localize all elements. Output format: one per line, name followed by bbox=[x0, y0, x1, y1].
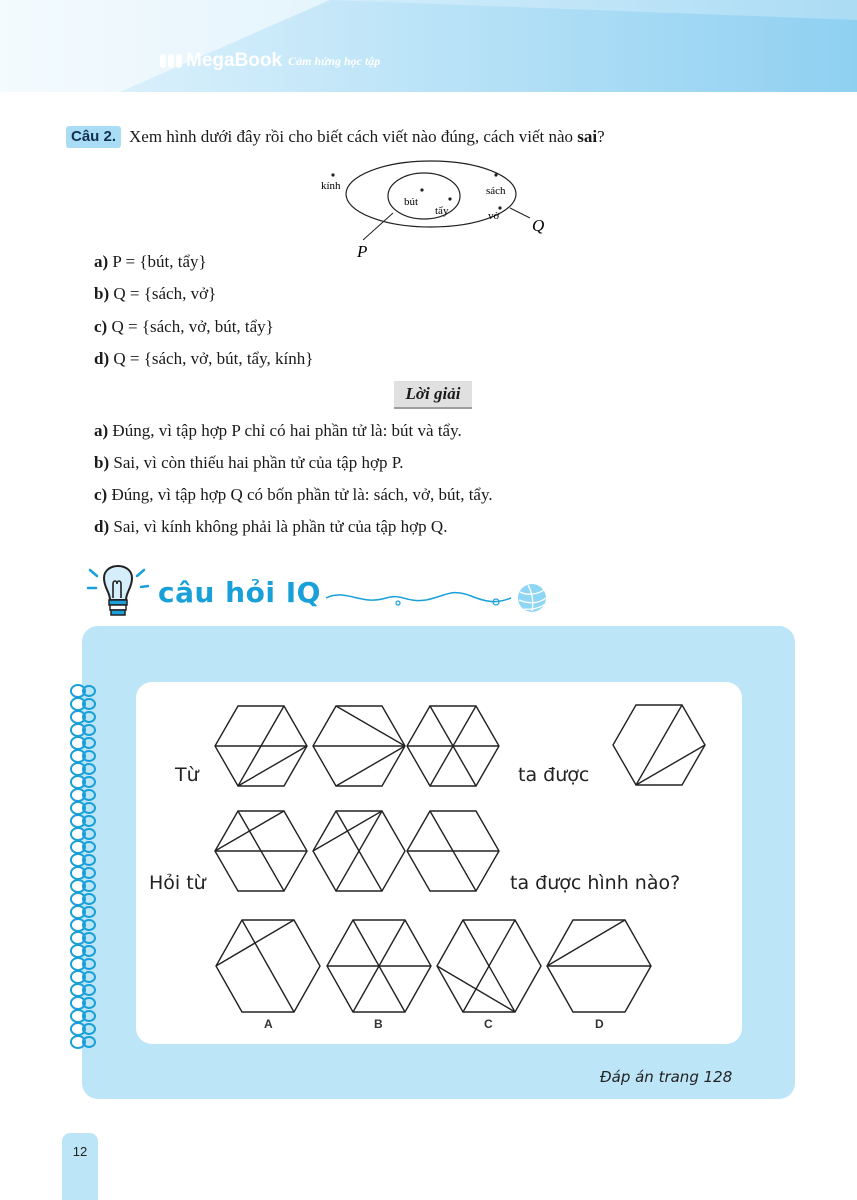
element-vo: vở bbox=[488, 210, 500, 222]
solution-text: Sai, vì còn thiếu hai phần tử của tập hợp P. bbox=[113, 453, 404, 472]
option-text: P = {bút, tẩy} bbox=[112, 252, 207, 271]
hexagon-figure bbox=[215, 706, 307, 786]
set-p-label: P bbox=[357, 242, 368, 261]
option-key: c) bbox=[94, 317, 108, 336]
choice-a-label[interactable]: A bbox=[264, 1017, 273, 1031]
hexagon-figure bbox=[313, 811, 405, 891]
element-tay: tẩy bbox=[435, 205, 449, 217]
brand-name: MegaBook bbox=[186, 50, 283, 71]
page-number: 12 bbox=[72, 1144, 88, 1159]
solution-text: Đúng, vì tập hợp P chỉ có hai phần tử là: bút và tẩy. bbox=[112, 421, 462, 440]
solution-key: b) bbox=[94, 453, 110, 472]
set-q-label: Q bbox=[532, 216, 545, 235]
iq-row2-prefix: Hỏi từ bbox=[149, 872, 206, 894]
hexagon-figure bbox=[407, 811, 499, 891]
brand-slogan: Cảm hứng học tập bbox=[288, 53, 381, 68]
option-key: a) bbox=[94, 252, 109, 271]
choice-d-label[interactable]: D bbox=[595, 1017, 604, 1031]
question-text-end: ? bbox=[597, 127, 605, 146]
element-kinh: kính bbox=[321, 180, 341, 192]
solution-key: d) bbox=[94, 517, 110, 536]
hexagon-figure bbox=[407, 706, 499, 786]
option-text: Q = {sách, vở} bbox=[113, 284, 217, 303]
option-key: b) bbox=[94, 284, 110, 303]
answer-reference: Đáp án trang 128 bbox=[600, 1068, 733, 1086]
choice-b-figure[interactable] bbox=[327, 920, 431, 1012]
hexagon-figure bbox=[313, 706, 405, 786]
option-key: d) bbox=[94, 349, 110, 368]
solution-text: Đúng, vì tập hợp Q có bốn phần tử là: sách, vở, bút, tẩy. bbox=[111, 485, 493, 504]
choice-c-label[interactable]: C bbox=[484, 1017, 493, 1031]
option-text: Q = {sách, vở, bút, tẩy} bbox=[111, 317, 274, 336]
hexagon-result bbox=[613, 705, 705, 785]
solution-text: Sai, vì kính không phải là phần tử của tập hợp Q. bbox=[113, 517, 448, 536]
element-but: bút bbox=[404, 196, 419, 208]
option-text: Q = {sách, vở, bút, tẩy, kính} bbox=[113, 349, 314, 368]
hexagon-figure bbox=[215, 811, 307, 891]
choice-a-figure[interactable] bbox=[216, 920, 320, 1012]
choice-d-figure[interactable] bbox=[547, 920, 651, 1012]
iq-row1-suffix: ta được bbox=[518, 764, 590, 786]
question-label: Câu 2. bbox=[66, 126, 121, 148]
choice-c-figure[interactable] bbox=[437, 920, 541, 1012]
question-text-bold: sai bbox=[577, 127, 598, 146]
iq-title: câu hỏi IQ bbox=[158, 576, 321, 609]
choice-b-label[interactable]: B bbox=[374, 1017, 383, 1031]
iq-row1-prefix: Từ bbox=[175, 764, 199, 786]
element-sach: sách bbox=[486, 185, 506, 197]
question-text-main: Xem hình dưới đây rồi cho biết cách viết nào đúng, cách viết nào bbox=[129, 127, 578, 146]
solution-key: c) bbox=[94, 485, 108, 504]
solution-title: Lời giải bbox=[394, 381, 472, 409]
solution-key: a) bbox=[94, 421, 109, 440]
iq-row2-suffix: ta được hình nào? bbox=[510, 872, 681, 894]
